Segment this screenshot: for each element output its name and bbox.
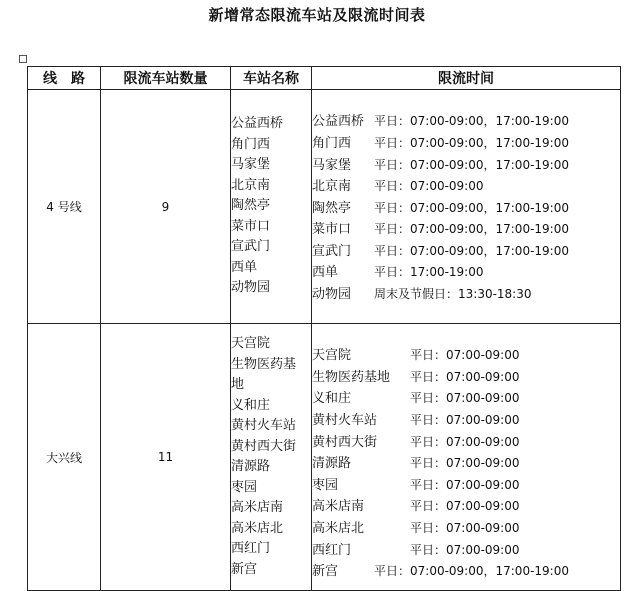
time-entry-station: 高米店北 [312, 520, 365, 536]
station-name: 动物园 [231, 280, 271, 296]
time-entry [312, 540, 620, 562]
time-entry [312, 155, 620, 177]
time-entry-period: 平日：07:00-09:00 [410, 456, 520, 471]
header-count: 限流车站数量 [101, 67, 231, 90]
station-name: 公益西桥 [231, 116, 284, 132]
station-name: 高米店南 [231, 500, 284, 515]
time-entry-station: 黄村火车站 [312, 413, 378, 429]
time-entry-station: 生物医药基地 [312, 369, 391, 385]
time-entry-station: 陶然亭 [312, 200, 352, 216]
station-name: 黄村西大街 [231, 438, 297, 454]
table-anchor-icon[interactable] [19, 55, 27, 63]
time-entry-period: 平日：07:00-09:00 [410, 542, 520, 557]
stations-cell [231, 90, 312, 324]
time-entry-station: 黄村西大街 [312, 434, 378, 450]
time-entry-station: 西红门 [312, 542, 352, 558]
station-name: 西红门 [231, 541, 271, 556]
station-name: 新宫 [231, 561, 258, 577]
time-entry-period: 平日：07:00-09:00 [410, 477, 520, 492]
time-entry-period: 平日：07:00-09:00，17:00-19:00 [374, 243, 569, 258]
time-entry-station: 菜市口 [312, 222, 352, 238]
time-entry-period: 平日：07:00-09:00 [410, 434, 520, 449]
station-name: 北京南 [231, 177, 271, 193]
station-name: 高米店北 [231, 520, 284, 536]
time-entry-period: 平日：07:00-09:00，17:00-19:00 [374, 564, 569, 579]
stations-cell [231, 324, 312, 591]
time-entry [312, 475, 620, 497]
time-entry-station: 西单 [312, 265, 339, 281]
table-header-row [28, 67, 621, 90]
header-line: 线 路 [28, 67, 101, 90]
station-name: 陶然亭 [231, 198, 271, 214]
time-entry-period: 平日：07:00-09:00，17:00-19:00 [374, 157, 569, 172]
count-cell: 9 [101, 90, 231, 324]
line-cell: 大兴线 [28, 324, 101, 591]
time-list [312, 111, 620, 305]
station-name: 清源路 [231, 459, 271, 474]
station-name: 西单 [231, 259, 258, 275]
times-cell [312, 324, 621, 591]
time-entry-period: 平日：07:00-09:00 [410, 391, 520, 406]
time-entry-station: 枣园 [312, 477, 339, 493]
time-entry [312, 262, 620, 284]
time-entry [312, 219, 620, 241]
time-entry-period: 周末及节假日：13:30-18:30 [374, 287, 532, 302]
time-entry [312, 345, 620, 367]
document-title: 新增常态限流车站及限流时间表 [208, 6, 426, 24]
time-entry-station: 公益西桥 [312, 114, 365, 130]
time-entry-period: 平日：07:00-09:00，17:00-19:00 [374, 135, 569, 150]
header-time: 限流时间 [312, 67, 621, 90]
time-entry [312, 432, 620, 454]
station-name: 菜市口 [231, 218, 271, 234]
station-name: 宣武门 [231, 239, 271, 255]
table-row [28, 90, 621, 324]
station-name: 地 [231, 377, 245, 392]
time-list [312, 345, 620, 583]
time-entry-period: 平日：07:00-09:00 [374, 179, 484, 194]
time-entry [312, 367, 620, 389]
station-name: 义和庄 [231, 397, 271, 413]
time-entry [312, 388, 620, 410]
time-entry-station: 北京南 [312, 179, 352, 195]
header-station: 车站名称 [231, 67, 312, 90]
time-entry-station: 义和庄 [312, 391, 352, 407]
time-entry-period: 平日：07:00-09:00 [410, 520, 520, 535]
time-entry-station: 动物园 [312, 287, 352, 303]
time-entry [312, 176, 620, 198]
time-entry-period: 平日：07:00-09:00，17:00-19:00 [374, 222, 569, 237]
time-entry [312, 453, 620, 475]
time-entry [312, 410, 620, 432]
time-entry-period: 平日：07:00-09:00 [410, 413, 520, 428]
station-name: 天宫院 [231, 336, 271, 351]
station-name: 角门西 [231, 136, 271, 152]
time-entry-station: 天宫院 [312, 348, 352, 364]
station-name: 马家堡 [231, 157, 271, 173]
time-entry-station: 清源路 [312, 456, 352, 472]
count-cell: 11 [101, 324, 231, 591]
time-entry [312, 561, 620, 583]
time-entry [312, 518, 620, 540]
station-list [231, 334, 311, 580]
table-row [28, 324, 621, 591]
time-entry [312, 133, 620, 155]
time-entry-period: 平日：07:00-09:00 [410, 348, 520, 363]
time-entry-station: 高米店南 [312, 499, 365, 515]
time-entry-period: 平日：07:00-09:00 [410, 369, 520, 384]
station-name: 生物医药基 [231, 356, 297, 372]
time-entry [312, 284, 620, 306]
time-entry [312, 496, 620, 518]
time-entry-station: 角门西 [312, 135, 352, 151]
time-entry-station: 新宫 [312, 564, 339, 580]
time-entry [312, 111, 620, 133]
times-cell [312, 90, 621, 324]
station-name: 黄村火车站 [231, 418, 297, 433]
time-entry [312, 241, 620, 263]
time-entry-period: 平日：07:00-09:00，17:00-19:00 [374, 200, 569, 215]
time-entry-station: 宣武门 [312, 243, 352, 259]
limit-table [27, 66, 621, 591]
time-entry-period: 平日：07:00-09:00，17:00-19:00 [374, 114, 569, 129]
time-entry [312, 198, 620, 220]
station-list [231, 114, 311, 299]
time-entry-period: 平日：17:00-19:00 [374, 265, 484, 280]
time-entry-period: 平日：07:00-09:00 [410, 499, 520, 514]
line-cell: 4 号线 [28, 90, 101, 324]
time-entry-station: 马家堡 [312, 157, 352, 173]
station-name: 枣园 [231, 479, 258, 495]
